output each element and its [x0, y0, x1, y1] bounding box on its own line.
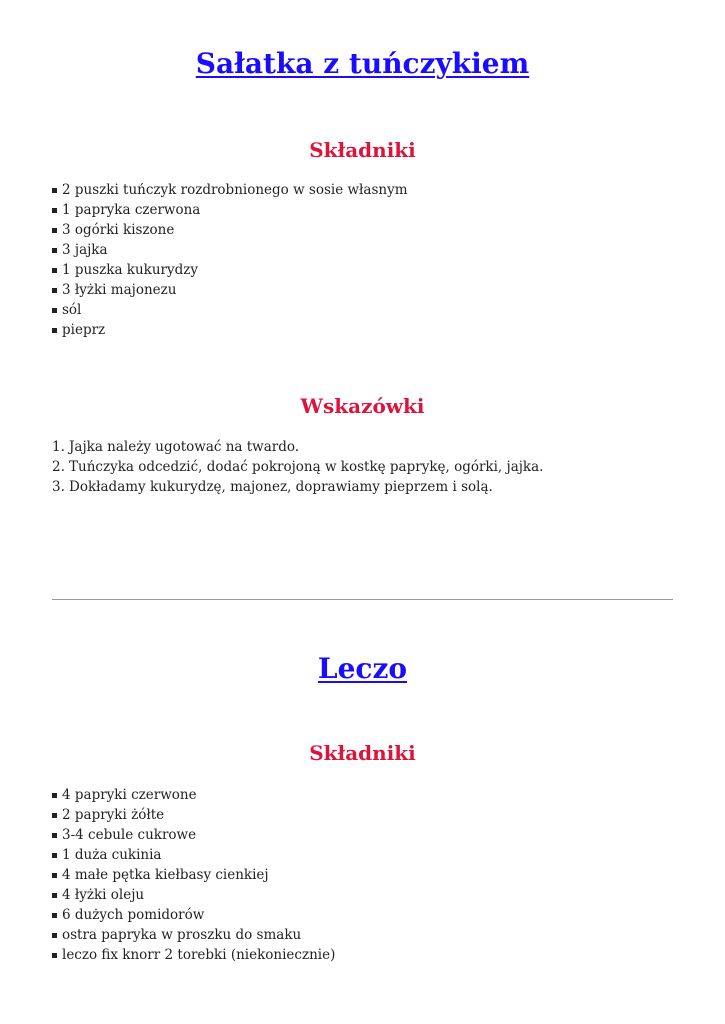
bullet-icon	[52, 933, 57, 938]
bullet-icon	[52, 288, 57, 293]
list-item	[52, 260, 408, 280]
list-item	[52, 457, 543, 477]
list-item	[52, 865, 335, 885]
ingredient-text: 3 łyżki majonezu	[62, 282, 177, 298]
list-item	[52, 200, 408, 220]
list-item	[52, 280, 408, 300]
step-text: Jajka należy ugotować na twardo.	[69, 439, 300, 455]
ingredient-text: 4 małe pętka kiełbasy cienkiej	[62, 867, 269, 883]
recipe-title	[0, 651, 725, 687]
ingredient-text: 1 puszka kukurydzy	[62, 262, 198, 278]
ingredient-text: leczo fix knorr 2 torebki (niekoniecznie)	[62, 947, 336, 963]
ingredient-text: sól	[62, 302, 82, 318]
ingredient-text: 4 papryki czerwone	[62, 787, 197, 803]
bullet-icon	[52, 188, 57, 193]
recipe-title	[0, 46, 725, 82]
list-item	[52, 945, 335, 965]
list-item	[52, 785, 335, 805]
list-item	[52, 320, 408, 340]
ingredients-heading: Składniki	[309, 138, 416, 162]
ingredient-text: 1 papryka czerwona	[62, 202, 201, 218]
list-item	[52, 845, 335, 865]
ingredient-text: 1 duża cukinia	[62, 847, 162, 863]
list-item	[52, 437, 543, 457]
bullet-icon	[52, 208, 57, 213]
ingredient-text: 3-4 cebule cukrowe	[62, 827, 197, 843]
list-item	[52, 240, 408, 260]
bullet-icon	[52, 913, 57, 918]
recipe-title-link[interactable]: Sałatka z tuńczykiem	[195, 47, 530, 80]
ingredient-text: 2 puszki tuńczyk rozdrobnionego w sosie własnym	[62, 182, 408, 198]
ingredient-text: 2 papryki żółte	[62, 807, 165, 823]
list-item	[52, 805, 335, 825]
bullet-icon	[52, 873, 57, 878]
step-number: 1.	[52, 439, 65, 455]
list-item	[52, 477, 543, 497]
bullet-icon	[52, 308, 57, 313]
ingredient-text: ostra papryka w proszku do smaku	[62, 927, 302, 943]
list-item	[52, 220, 408, 240]
step-number: 2.	[52, 459, 65, 475]
bullet-icon	[52, 893, 57, 898]
ingredients-list	[52, 180, 408, 340]
ingredients-list	[52, 785, 335, 965]
bullet-icon	[52, 953, 57, 958]
directions-list	[52, 437, 543, 497]
ingredients-heading: Składniki	[309, 741, 416, 765]
ingredient-text: 3 jajka	[62, 242, 108, 258]
ingredient-text: 3 ogórki kiszone	[62, 222, 175, 238]
ingredient-text: pieprz	[62, 322, 106, 338]
bullet-icon	[52, 853, 57, 858]
directions-heading: Wskazówki	[300, 394, 425, 418]
recipe-divider	[52, 599, 673, 600]
list-item	[52, 885, 335, 905]
list-item	[52, 180, 408, 200]
bullet-icon	[52, 793, 57, 798]
step-text: Dokładamy kukurydzę, majonez, doprawiamy pieprzem i solą.	[69, 479, 493, 495]
step-text: Tuńczyka odcedzić, dodać pokrojoną w kostkę paprykę, ogórki, jajka.	[69, 459, 544, 475]
bullet-icon	[52, 833, 57, 838]
bullet-icon	[52, 813, 57, 818]
ingredient-text: 6 dużych pomidorów	[62, 907, 205, 923]
list-item	[52, 825, 335, 845]
list-item	[52, 925, 335, 945]
recipe-title-link[interactable]: Leczo	[317, 652, 408, 685]
bullet-icon	[52, 328, 57, 333]
bullet-icon	[52, 248, 57, 253]
bullet-icon	[52, 268, 57, 273]
ingredient-text: 4 łyżki oleju	[62, 887, 145, 903]
step-number: 3.	[52, 479, 65, 495]
list-item	[52, 905, 335, 925]
bullet-icon	[52, 228, 57, 233]
list-item	[52, 300, 408, 320]
